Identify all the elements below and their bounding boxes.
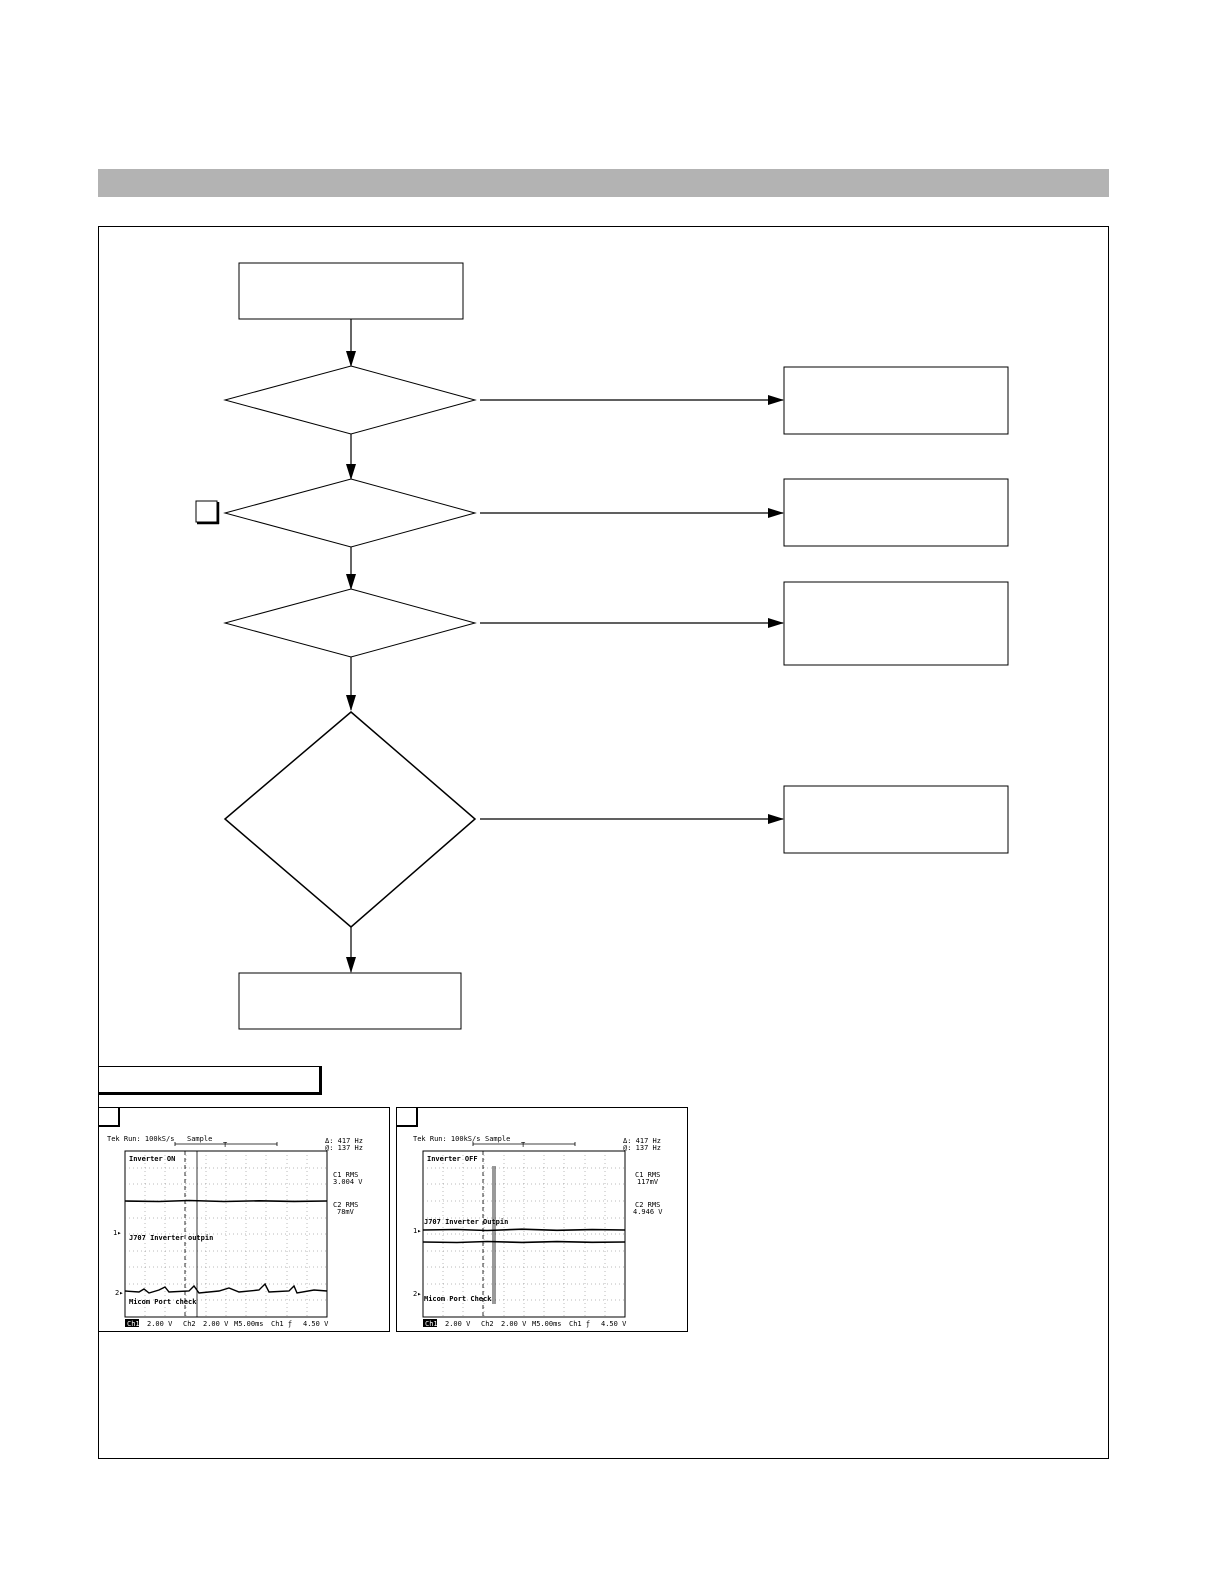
- scope-footer-trigger: Ch1 ƒ: [271, 1320, 293, 1328]
- svg-text:1▸: 1▸: [113, 1229, 122, 1237]
- oscilloscope-panel-1: [98, 1107, 390, 1332]
- action-box-4: [784, 786, 1008, 853]
- action-box-3: [784, 582, 1008, 665]
- scope-footer-trigger: Ch1 ƒ: [569, 1320, 591, 1328]
- waveform-caption-box: [98, 1066, 322, 1095]
- scope-c1-label: C1 RMS: [333, 1171, 359, 1179]
- scope-footer-ch1-scale: 2.00 V: [147, 1320, 173, 1328]
- scope-header-run: Tek Run: 100kS/s: [413, 1135, 481, 1143]
- svg-text:1▸: 1▸: [413, 1227, 422, 1235]
- scope-c2-value: 78mV: [337, 1208, 354, 1216]
- scope-footer-trigger-level: 4.50 V: [303, 1320, 329, 1328]
- scope-footer-timebase: M5.00ms: [532, 1320, 562, 1328]
- action-box-2: [784, 479, 1008, 546]
- scope-header-run: Tek Run: 100kS/s: [107, 1135, 175, 1143]
- scope-c2-value: 4.946 V: [633, 1208, 663, 1216]
- action-box-1: [784, 367, 1008, 434]
- scope-c1-value: 3.004 V: [333, 1178, 363, 1186]
- scope-footer-trigger-level: 4.50 V: [601, 1320, 627, 1328]
- scope-trace-title-top: Inverter OFF: [427, 1155, 478, 1163]
- scope-trace-title-mid: J707 Inverter Outpin: [424, 1218, 509, 1226]
- scope-footer-ch2: Ch2: [481, 1320, 494, 1328]
- scope-footer-ch1: Ch1: [425, 1320, 438, 1328]
- start-box: [239, 263, 463, 319]
- oscilloscope-trace-2: [397, 1108, 689, 1333]
- scope-trace-title-top: Inverter ON: [129, 1155, 176, 1163]
- scope-header-mode: Sample: [187, 1135, 213, 1143]
- svg-text:T: T: [223, 1141, 228, 1149]
- scope-readout-at: @: 137 Hz: [623, 1144, 661, 1152]
- scope-footer-ch2: Ch2: [183, 1320, 196, 1328]
- decision-diamond-3: [225, 589, 475, 657]
- scope-footer-ch2-scale: 2.00 V: [501, 1320, 527, 1328]
- scope-trace-title-bottom: Micom Port check: [129, 1298, 197, 1306]
- scope-trace-title-bottom: Micom Port Check: [424, 1295, 492, 1303]
- scope-c1-value: 117mV: [637, 1178, 659, 1186]
- scope-footer-ch1: Ch1: [127, 1320, 140, 1328]
- svg-text:2▸: 2▸: [115, 1289, 124, 1297]
- scope-header-mode: Sample: [485, 1135, 511, 1143]
- scope-c2-label: C2 RMS: [333, 1201, 359, 1209]
- decision-diamond-2: [225, 479, 475, 547]
- scope-trace-title-mid: J707 Inverter outpin: [129, 1234, 214, 1242]
- oscilloscope-trace-1: [99, 1108, 391, 1333]
- reference-marker-box: [196, 501, 217, 522]
- scope-c2-label: C2 RMS: [635, 1201, 661, 1209]
- scope-readout-delta: Δ: 417 Hz: [325, 1137, 363, 1145]
- scope-readout-delta: Δ: 417 Hz: [623, 1137, 661, 1145]
- svg-text:T: T: [521, 1141, 526, 1149]
- scope-footer-timebase: M5.00ms: [234, 1320, 264, 1328]
- decision-diamond-4: [225, 712, 475, 927]
- scope-readout-at: @: 137 Hz: [325, 1144, 363, 1152]
- scope-c1-label: C1 RMS: [635, 1171, 661, 1179]
- svg-text:2▸: 2▸: [413, 1290, 422, 1298]
- scope-footer-ch1-scale: 2.00 V: [445, 1320, 471, 1328]
- decision-diamond-1: [225, 366, 475, 434]
- oscilloscope-panel-2: [396, 1107, 688, 1332]
- end-box: [239, 973, 461, 1029]
- scope-footer-ch2-scale: 2.00 V: [203, 1320, 229, 1328]
